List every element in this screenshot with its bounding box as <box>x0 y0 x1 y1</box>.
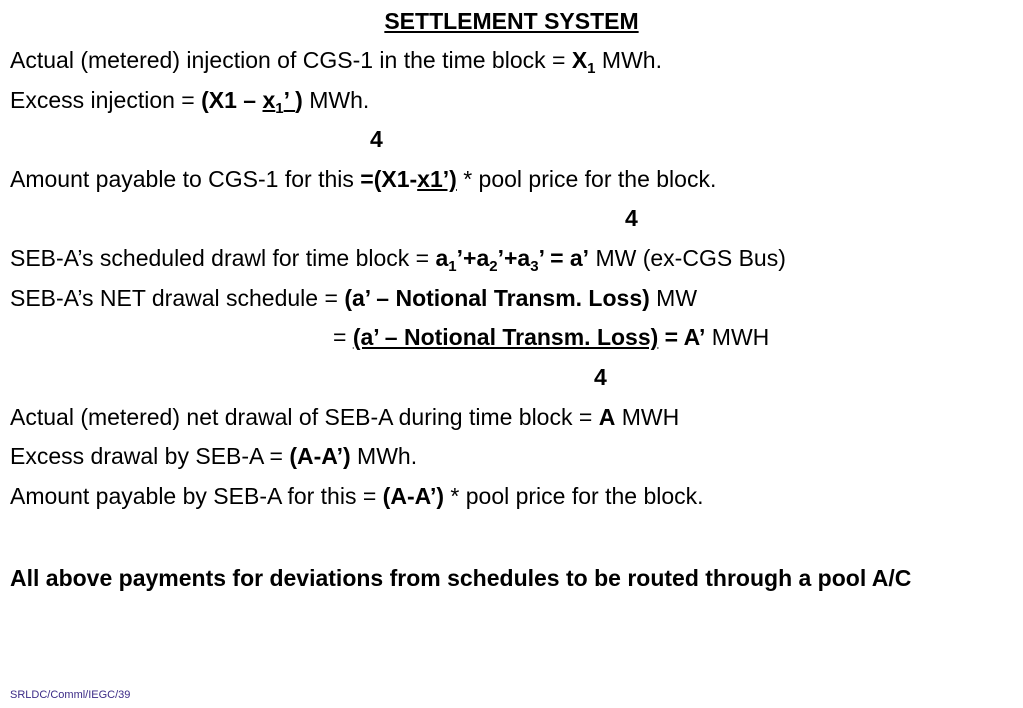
seb-payable-text: Amount payable by SEB-A for this = <box>10 483 383 509</box>
seb-payable-line <box>10 483 704 510</box>
cgs-payable-line <box>10 166 716 193</box>
net-drawal-schedule-bold: (a’ – Notional Transm. Loss) <box>344 285 650 311</box>
net-drawal-energy-line <box>333 324 769 351</box>
closing-statement: All above payments for deviations from schedules to be routed through a pool A/C <box>10 565 912 591</box>
net-drawal-schedule-unit: MW <box>649 285 698 311</box>
metered-drawal-unit: MWH <box>615 404 680 430</box>
excess-injection-denominator: 4 <box>370 126 383 152</box>
net-drawal-energy-eq: = <box>333 324 353 350</box>
cgs-payable-denominator: 4 <box>625 205 638 231</box>
metered-injection-sub: 1 <box>587 60 596 77</box>
scheduled-drawl-s2: 2 <box>489 258 498 275</box>
excess-injection-x: x <box>262 87 276 113</box>
metered-injection-unit: MWh. <box>595 47 662 73</box>
metered-injection-line <box>10 47 662 77</box>
metered-drawal-text: Actual (metered) net drawal of SEB-A during time block = <box>10 404 599 430</box>
net-drawal-energy-unit: MWH <box>705 324 770 350</box>
excess-injection-bold-b: ) <box>295 87 303 113</box>
scheduled-drawl-rest: MW (ex-CGS Bus) <box>589 245 786 271</box>
seb-payable-bold: (A-A’) <box>382 483 444 509</box>
scheduled-drawl-line <box>10 245 786 275</box>
scheduled-drawl-a1: a <box>435 245 449 271</box>
net-drawal-energy-bold-underlined: (a’ – Notional Transm. Loss) <box>352 324 659 350</box>
scheduled-drawl-p1: ’+a <box>456 245 490 271</box>
excess-injection-bold-a: (X1 – <box>201 87 263 113</box>
scheduled-drawl-p3: ’ = a’ <box>538 245 590 271</box>
excess-injection-line <box>10 87 370 117</box>
excess-drawal-bold: (A-A’) <box>289 443 351 469</box>
excess-injection-sub: 1 <box>275 100 284 117</box>
scheduled-drawl-p2: ’+a <box>497 245 531 271</box>
metered-drawal-bold: A <box>598 404 616 430</box>
excess-drawal-unit: MWh. <box>350 443 418 469</box>
scheduled-drawl-s1: 1 <box>448 258 457 275</box>
cgs-payable-bold-underlined: x1’) <box>417 166 457 192</box>
cgs-payable-rest: * pool price for the block. <box>456 166 717 192</box>
excess-drawal-text: Excess drawal by SEB-A = <box>10 443 290 469</box>
cgs-payable-bold: =(X1- <box>360 166 418 192</box>
net-drawal-energy-bold: = A’ <box>658 324 706 350</box>
scheduled-drawl-text: SEB-A’s scheduled drawl for time block = <box>10 245 436 271</box>
metered-injection-text: Actual (metered) injection of CGS-1 in the time block = <box>10 47 572 73</box>
net-drawal-schedule-text: SEB-A’s NET drawal schedule = <box>10 285 345 311</box>
excess-injection-prime: ’ <box>283 87 296 113</box>
seb-payable-rest: * pool price for the block. <box>444 483 704 509</box>
slide-title: SETTLEMENT SYSTEM <box>384 8 639 34</box>
metered-drawal-line <box>10 404 679 431</box>
excess-injection-text: Excess injection = <box>10 87 202 113</box>
net-drawal-schedule-line <box>10 285 697 312</box>
excess-injection-unit: MWh. <box>302 87 370 113</box>
metered-injection-var: X <box>571 47 588 73</box>
cgs-payable-text: Amount payable to CGS-1 for this <box>10 166 361 192</box>
excess-drawal-line <box>10 443 417 470</box>
net-drawal-energy-denominator: 4 <box>594 364 607 390</box>
scheduled-drawl-s3: 3 <box>530 258 539 275</box>
footer-reference: SRLDC/Comml/IEGC/39 <box>10 689 131 701</box>
